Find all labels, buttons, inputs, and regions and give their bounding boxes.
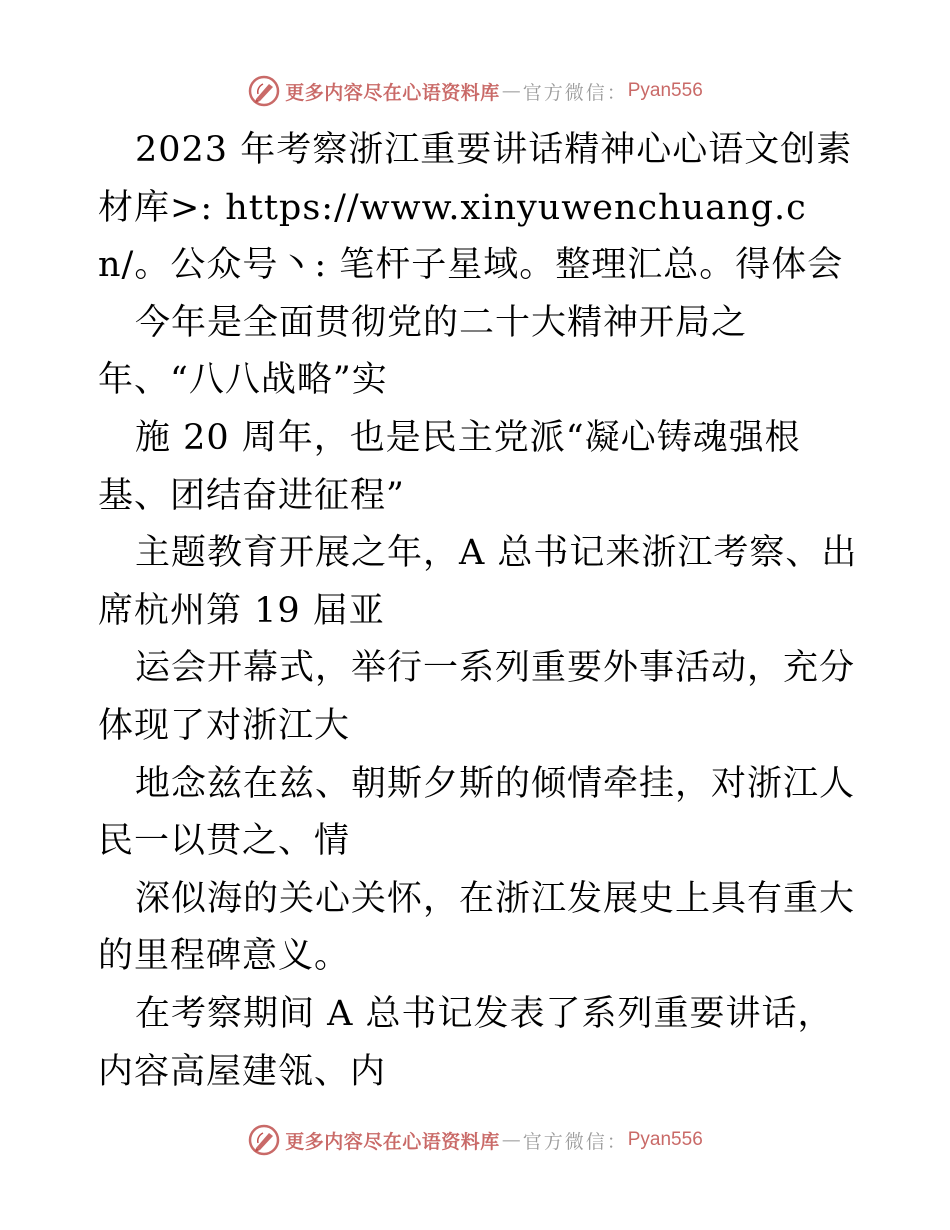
paragraph: 2023 年考察浙江重要讲话精神心心语文创素材库>: https://www.xinyuwenchuang.cn/。公众号丶: 笔杆子星域。整理汇总。得体会 (98, 130, 853, 286)
banner-separator: — (501, 1129, 521, 1151)
banner-wechat-label: 官方微信： (522, 1130, 628, 1153)
banner-wechat-id: Pyan556 (627, 1129, 703, 1150)
pen-logo-icon (247, 74, 281, 108)
footer-watermark-banner (0, 1120, 950, 1160)
paragraph: 地念兹在兹、朝斯夕斯的倾情牵挂，对浙江人民一以贯之、情 (98, 763, 856, 862)
banner-text: 更多内容尽在心语资料库 (285, 81, 500, 104)
pen-logo-icon (247, 1123, 281, 1157)
header-watermark-banner (0, 71, 950, 111)
banner-wechat-label: 官方微信： (522, 81, 628, 104)
banner-separator: — (501, 80, 521, 102)
banner-text: 更多内容尽在心语资料库 (285, 1130, 500, 1153)
paragraph: 今年是全面贯彻党的二十大精神开局之年、“八八战略”实 (98, 302, 748, 401)
paragraph: 运会开幕式，举行一系列重要外事活动，充分体现了对浙江大 (98, 648, 856, 746)
document-body (98, 122, 858, 1101)
paragraph: 在考察期间 A 总书记发表了系列重要讲话，内容高屋建瓴、内 (98, 993, 834, 1092)
paragraph: 深似海的关心关怀，在浙江发展史上具有重大的里程碑意义。 (98, 878, 856, 977)
banner-wechat-id: Pyan556 (627, 80, 703, 101)
paragraph: 施 20 周年，也是民主党派“凝心铸魂强根基、团结奋进征程” (98, 417, 801, 516)
paragraph: 主题教育开展之年，A 总书记来浙江考察、出席杭州第 19 届亚 (98, 533, 858, 631)
